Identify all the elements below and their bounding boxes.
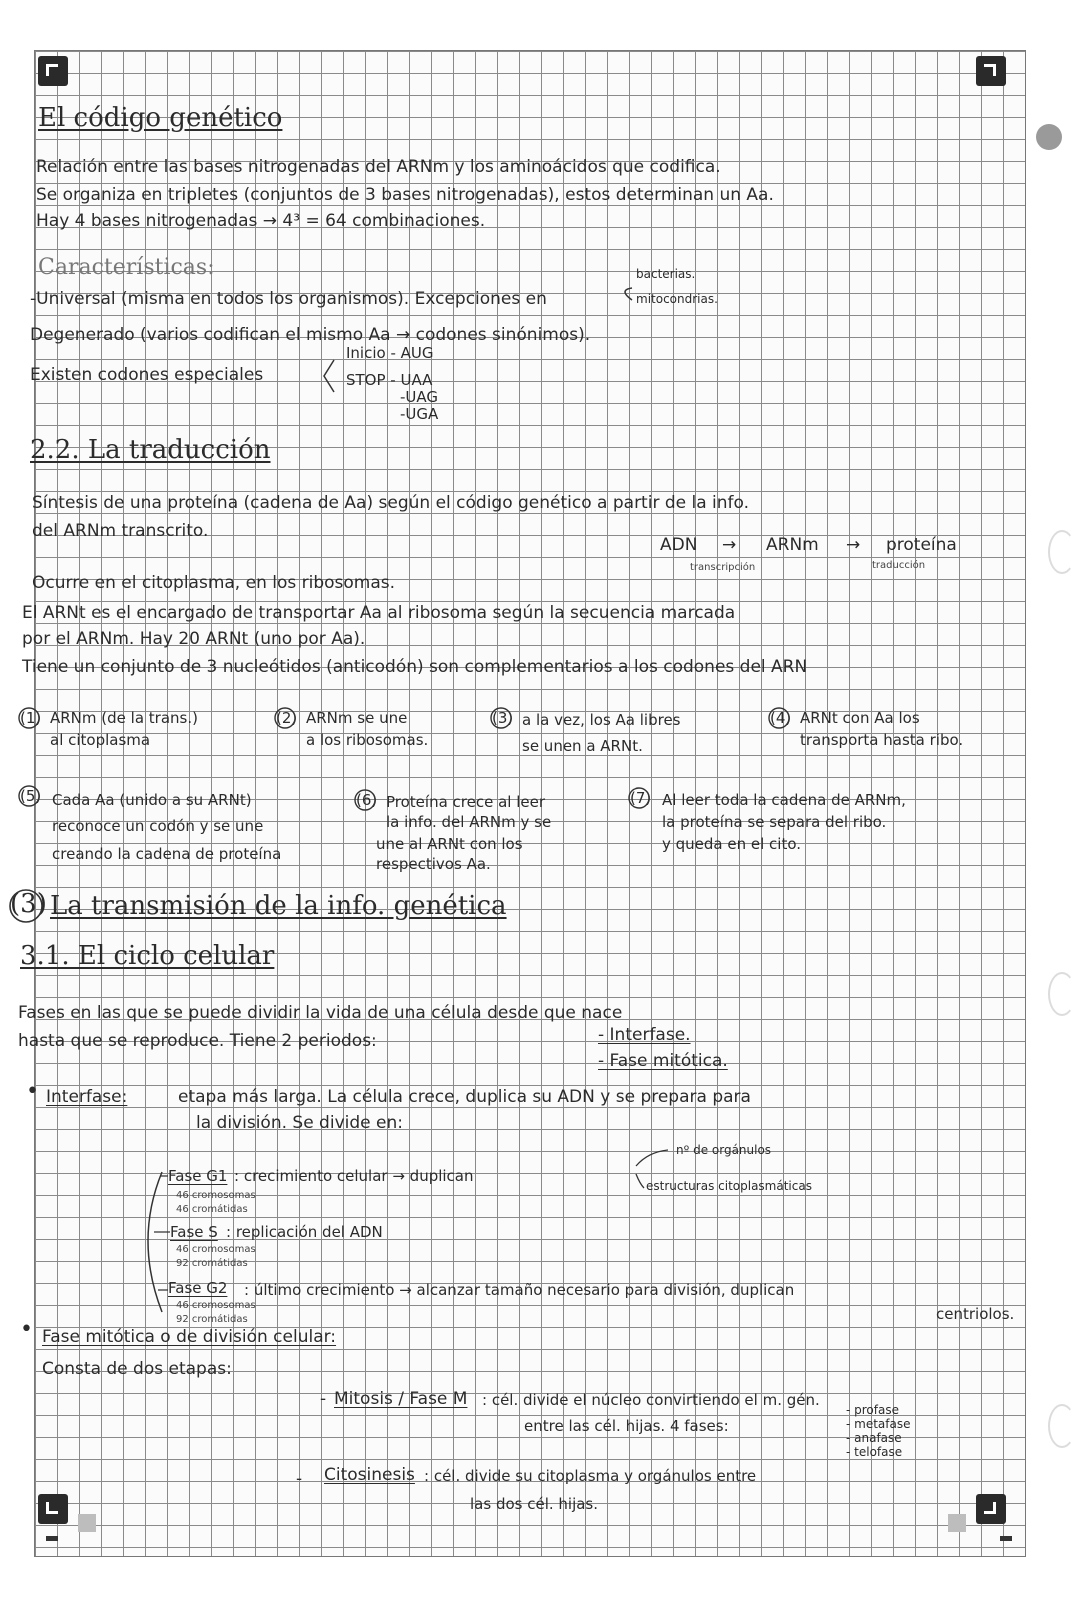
step-text: a los ribosomas. bbox=[306, 731, 429, 749]
phase-label: Fase S bbox=[170, 1223, 218, 1241]
flow-node: ARNm bbox=[766, 535, 819, 555]
paragraph-line: Tiene un conjunto de 3 nucleótidos (anticodón) son complementarios a los codones del ARN bbox=[22, 657, 808, 677]
bullet-icon: • bbox=[26, 1079, 39, 1104]
flow-arrow: → bbox=[846, 535, 861, 555]
phase-text: : cél. divide el núcleo convirtiendo el m. gén. bbox=[482, 1391, 820, 1409]
list-item: Existen codones especiales bbox=[30, 365, 264, 385]
step-text: Cada Aa (unido a su ARNt) bbox=[52, 791, 252, 809]
step-circle-icon bbox=[355, 790, 378, 810]
step-number: (6) bbox=[356, 791, 378, 809]
codon-item: -UAG bbox=[400, 388, 439, 406]
step-text: ARNt con Aa los bbox=[800, 709, 920, 727]
paragraph-line: del ARNm transcrito. bbox=[32, 521, 209, 541]
step-number: (1) bbox=[20, 709, 42, 727]
paragraph-line: Se organiza en tripletes (conjuntos de 3 bases nitrogenadas), estos determinan un Aa. bbox=[36, 185, 774, 205]
count-item: 92 cromátidas bbox=[176, 1258, 248, 1269]
phase-text: las dos cél. hijas. bbox=[470, 1495, 599, 1513]
step-circle-icon bbox=[629, 788, 652, 808]
codon-item: STOP - UAA bbox=[346, 371, 433, 389]
paragraph-line: hasta que se reproduce. Tiene 2 periodos: bbox=[18, 1031, 377, 1051]
step-text: al citoplasma bbox=[50, 731, 151, 749]
list-item: -Universal (misma en todos los organismos). Excepciones en bbox=[30, 289, 547, 309]
step-text: reconoce un codón y se une bbox=[52, 817, 264, 835]
mitosis-phase: - metafase bbox=[846, 1417, 911, 1431]
step-text: Proteína crece al leer bbox=[386, 793, 546, 811]
step-text: se unen a ARNt. bbox=[522, 737, 643, 755]
branch-arrow-icon bbox=[636, 1150, 668, 1166]
step-circle-icon bbox=[275, 708, 298, 728]
section-title: 2.2. La traducción bbox=[30, 435, 271, 465]
step-circle-icon bbox=[19, 708, 42, 728]
paragraph-line: Relación entre las bases nitrogenadas del ARNm y los aminoácidos que codifica. bbox=[36, 157, 721, 177]
subheading: Características: bbox=[38, 255, 215, 280]
step-number: (3) bbox=[492, 709, 514, 727]
flow-node: ADN bbox=[660, 535, 698, 555]
term-label: Fase mitótica o de división celular: bbox=[42, 1327, 337, 1347]
paragraph-line: por el ARNm. Hay 20 ARNt (uno por Aa). bbox=[22, 629, 366, 649]
step-text: la proteína se separa del ribo. bbox=[662, 813, 887, 831]
count-item: 46 cromátidas bbox=[176, 1204, 248, 1215]
subsection-title: 3.1. El ciclo celular bbox=[20, 941, 275, 971]
section-circle-icon bbox=[10, 890, 42, 922]
step-text: a la vez, los Aa libres bbox=[522, 711, 681, 729]
paragraph-line: Fases en las que se puede dividir la vida de una célula desde que nace bbox=[18, 1003, 623, 1023]
count-item: 92 cromátidas bbox=[176, 1314, 248, 1325]
phase-label: Citosinesis bbox=[324, 1465, 415, 1485]
flow-arrow: → bbox=[722, 535, 737, 555]
step-text: la info. del ARNm y se bbox=[386, 813, 552, 831]
flow-node: proteína bbox=[886, 535, 957, 555]
step-text: creando la cadena de proteína bbox=[52, 845, 282, 863]
step-circle-icon bbox=[769, 708, 792, 728]
periodo-item: - Interfase. bbox=[598, 1025, 691, 1045]
flow-label: traducción bbox=[872, 560, 926, 571]
phase-label: Fase G2 bbox=[168, 1279, 228, 1297]
step-circle-icon bbox=[491, 708, 514, 728]
step-number: (2) bbox=[276, 709, 298, 727]
exception-item: bacterias. bbox=[636, 267, 696, 281]
paragraph-line: Consta de dos etapas: bbox=[42, 1359, 232, 1379]
dash-mark: - bbox=[296, 1469, 303, 1489]
phase-text: : último crecimiento → alcanzar tamaño necesario para división, duplican bbox=[244, 1281, 795, 1299]
paragraph-line: Ocurre en el citoplasma, en los ribosomas. bbox=[32, 573, 396, 593]
phase-label: Fase G1 bbox=[168, 1167, 228, 1185]
step-number: (4) bbox=[770, 709, 792, 727]
step-text: ARNm se une bbox=[306, 709, 408, 727]
flow-label: transcripción bbox=[690, 562, 756, 573]
step-text: ARNm (de la trans.) bbox=[50, 709, 198, 727]
brace-icon bbox=[324, 360, 334, 392]
phase-label: Mitosis / Fase M bbox=[334, 1389, 468, 1409]
phase-text: entre las cél. hijas. 4 fases: bbox=[524, 1417, 729, 1435]
term-label: Interfase: bbox=[46, 1087, 128, 1107]
section-title: La transmisión de la info. genética bbox=[50, 891, 507, 921]
dash-mark: - bbox=[320, 1389, 327, 1409]
mitosis-phase: - telofase bbox=[846, 1445, 903, 1459]
count-item: 46 cromosomas bbox=[176, 1244, 256, 1255]
paragraph-line: Hay 4 bases nitrogenadas → 4³ = 64 combinaciones. bbox=[36, 211, 486, 231]
bracket-tick-icon bbox=[154, 1176, 170, 1290]
step-number: (7) bbox=[630, 789, 652, 807]
count-item: 46 cromosomas bbox=[176, 1300, 256, 1311]
branch-item: nº de orgánulos bbox=[676, 1143, 772, 1157]
mitosis-phase: - anafase bbox=[846, 1431, 902, 1445]
step-text: transporta hasta ribo. bbox=[800, 731, 964, 749]
paragraph-line: Síntesis de una proteína (cadena de Aa) según el código genético a partir de la info. bbox=[32, 493, 750, 513]
codon-item: Inicio - AUG bbox=[346, 344, 434, 362]
step-text: respectivos Aa. bbox=[376, 855, 491, 873]
phase-text: : replicación del ADN bbox=[226, 1223, 383, 1241]
section-number: (3) bbox=[10, 889, 47, 919]
branch-item: estructuras citoplasmáticas bbox=[646, 1179, 812, 1193]
paragraph-line: El ARNt es el encargado de transportar Aa al ribosoma según la secuencia marcada bbox=[22, 603, 736, 623]
phase-text: centriolos. bbox=[936, 1305, 1015, 1323]
step-number: (5) bbox=[20, 787, 42, 805]
periodo-item: - Fase mitótica. bbox=[598, 1051, 728, 1071]
bullet-icon: • bbox=[20, 1317, 33, 1342]
phase-text: : crecimiento celular → duplican bbox=[234, 1167, 474, 1185]
codon-item: -UGA bbox=[400, 405, 439, 423]
list-item: Degenerado (varios codifican el mismo Aa → codones sinónimos). bbox=[30, 325, 591, 345]
brace-icon bbox=[625, 288, 632, 300]
page-title: El código genético bbox=[38, 103, 283, 133]
step-text: y queda en el cito. bbox=[662, 835, 802, 853]
step-text: une al ARNt con los bbox=[376, 835, 523, 853]
step-text: Al leer toda la cadena de ARNm, bbox=[662, 791, 906, 809]
branch-arrow-icon bbox=[636, 1174, 644, 1188]
exception-item: mitocondrias. bbox=[636, 292, 718, 306]
phase-text: : cél. divide su citoplasma y orgánulos entre bbox=[424, 1467, 757, 1485]
count-item: 46 cromosomas bbox=[176, 1190, 256, 1201]
paragraph-line: etapa más larga. La célula crece, duplica su ADN y se prepara para bbox=[178, 1087, 751, 1107]
step-circle-icon bbox=[19, 786, 42, 806]
paragraph-line: la división. Se divide en: bbox=[196, 1113, 403, 1133]
bracket-icon bbox=[148, 1172, 162, 1312]
mitosis-phase: - profase bbox=[846, 1403, 899, 1417]
